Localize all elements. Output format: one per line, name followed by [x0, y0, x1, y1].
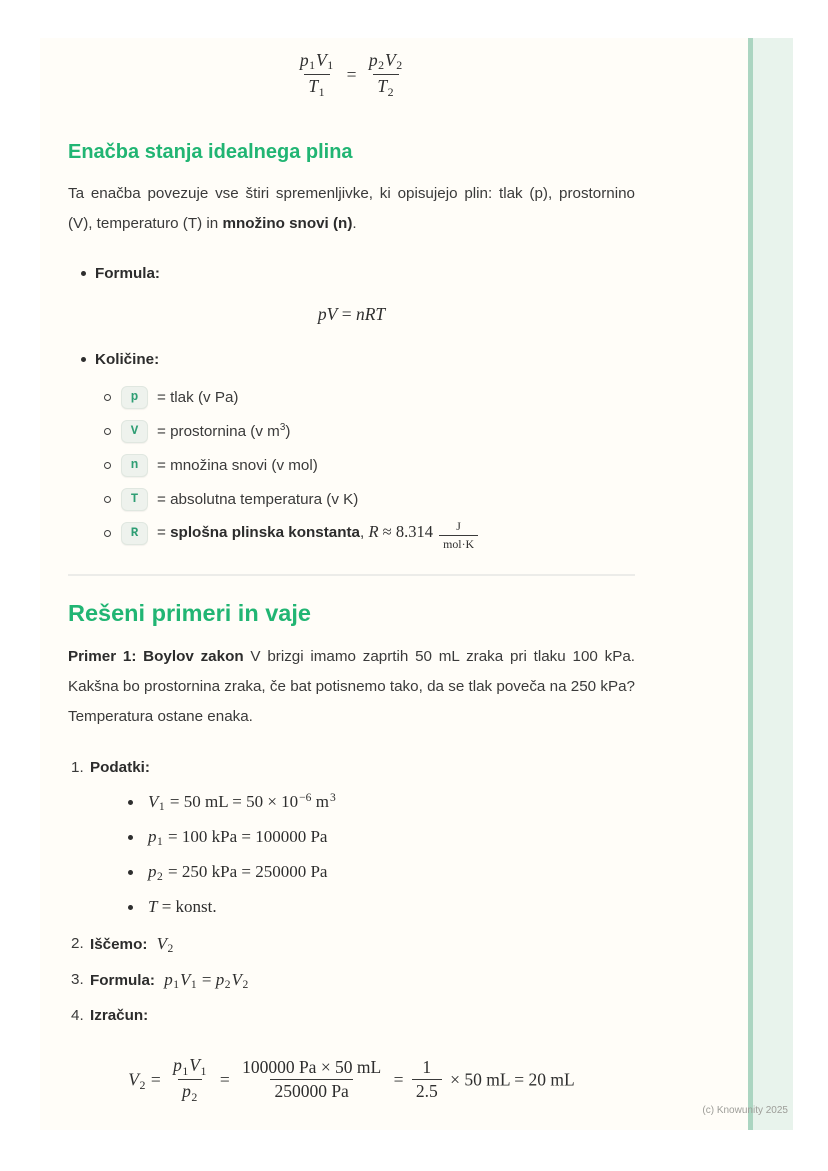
math-expression: V2 — [156, 933, 174, 955]
section-heading-examples: Rešeni primeri in vaje — [68, 600, 311, 626]
step-label: Iščemo: — [90, 935, 148, 953]
step-number: 2. — [71, 934, 84, 952]
quantity-row-pressure — [68, 380, 635, 414]
document-page-card — [40, 38, 793, 1130]
step-formula — [68, 964, 635, 1000]
step-label: Podatki: — [90, 758, 150, 776]
data-item-v1 — [68, 785, 635, 820]
step-number: 3. — [71, 970, 84, 988]
symbol-badge-T: T — [121, 488, 148, 511]
symbol-badge-n: n — [121, 454, 148, 477]
bullet-dot-icon — [128, 870, 133, 875]
math-expression: T = konst. — [148, 897, 217, 917]
bullet-dot-icon — [128, 800, 133, 805]
circle-bullet-icon — [104, 496, 111, 503]
final-calculation-formula: V2 = $\frac{p1V1}{p2}$ = $\frac{100000 Pa \times 50 mL}{250000 Pa}$ = $\frac{1}{2.5}$ × 50 mL = 20 mL — [128, 1055, 575, 1104]
page-content — [68, 38, 635, 1107]
quantity-row-volume — [68, 414, 635, 448]
section-heading-equation: Enačba stanja idealnega plina — [68, 141, 353, 164]
bullet-dot-icon — [128, 835, 133, 840]
bullet-dot-icon — [81, 271, 86, 276]
quantity-desc: = množina snovi (v mol) — [157, 456, 318, 474]
quantities-list — [68, 380, 635, 550]
side-strip-fill — [753, 38, 793, 1130]
quantity-row-gas-constant — [68, 516, 635, 550]
quantities-label: Količine: — [95, 351, 160, 368]
copyright-footer: (c) Knowunity 2025 — [702, 1105, 788, 1116]
quantity-row-temperature — [68, 482, 635, 516]
math-expression: V1 = 50 mL = $50 \times 10^{-6}$ $m^3$ — [148, 791, 336, 814]
intro-period: . — [352, 215, 357, 232]
quantity-desc: = absolutna temperatura (v K) — [157, 490, 359, 508]
combined-gas-law-formula: $\frac{p1V1}{T1}$ = $\frac{p2V2}{T2}$ — [299, 50, 403, 99]
ideal-gas-law-formula: pV = nRT — [317, 304, 386, 324]
quantity-desc: = prostornina (v $m^3$) — [157, 421, 291, 441]
section-divider — [68, 574, 635, 576]
intro-text: Ta enačba povezuje vse štiri spremenljivke, ki opisujejo plin: tlak (p), prostornino (V), temperaturo (T) in — [68, 185, 635, 232]
solution-steps-list — [68, 752, 635, 1031]
step-izracun — [68, 1000, 635, 1031]
podatki-items — [68, 785, 635, 925]
math-expression: p1V1 = p2V2 — [164, 969, 249, 992]
data-item-t — [68, 890, 635, 925]
quantity-desc: = tlak (v Pa) — [157, 388, 239, 406]
circle-bullet-icon — [104, 428, 111, 435]
step-number: 4. — [71, 1007, 84, 1025]
equation-intro-paragraph — [68, 179, 635, 239]
circle-bullet-icon — [104, 462, 111, 469]
formula-bullet — [68, 263, 635, 284]
quantity-desc: = splošna plinska konstanta, R ≈ 8.314 J mol·K — [157, 517, 482, 550]
side-strip-line — [748, 38, 753, 1130]
symbol-badge-p: p — [121, 386, 148, 409]
symbol-badge-R: R — [121, 522, 148, 545]
bullet-dot-icon — [81, 357, 86, 362]
example-text: V brizgi imamo zaprtih 50 mL zraka pri tlaku 100 kPa. Kakšna bo prostornina zraka, če bat potisnemo tako, da se tlak poveča na 250 kPa? Temperatura ostane enaka. — [68, 647, 636, 725]
math-expression: p2 = 250 kPa = 250000 Pa — [148, 861, 328, 883]
quantity-row-amount — [68, 448, 635, 482]
step-podatki — [68, 752, 635, 783]
symbol-badge-V: V — [121, 420, 148, 443]
step-label: Izračun: — [90, 1007, 149, 1025]
step-number: 1. — [71, 758, 84, 776]
bullet-dot-icon — [128, 905, 133, 910]
data-item-p1 — [68, 820, 635, 855]
formula-label: Formula: — [95, 265, 160, 282]
quantities-bullet — [68, 349, 635, 370]
circle-bullet-icon — [104, 394, 111, 401]
example-intro-paragraph — [68, 642, 635, 732]
example-title-bold: Primer 1: Boylov zakon — [68, 647, 244, 665]
intro-bold-text: množino snovi (n) — [222, 215, 353, 232]
step-label: Formula: — [90, 971, 155, 989]
step-iscemo — [68, 928, 635, 964]
data-item-p2 — [68, 855, 635, 890]
math-expression: p1 = 100 kPa = 100000 Pa — [148, 826, 328, 848]
circle-bullet-icon — [104, 530, 111, 537]
